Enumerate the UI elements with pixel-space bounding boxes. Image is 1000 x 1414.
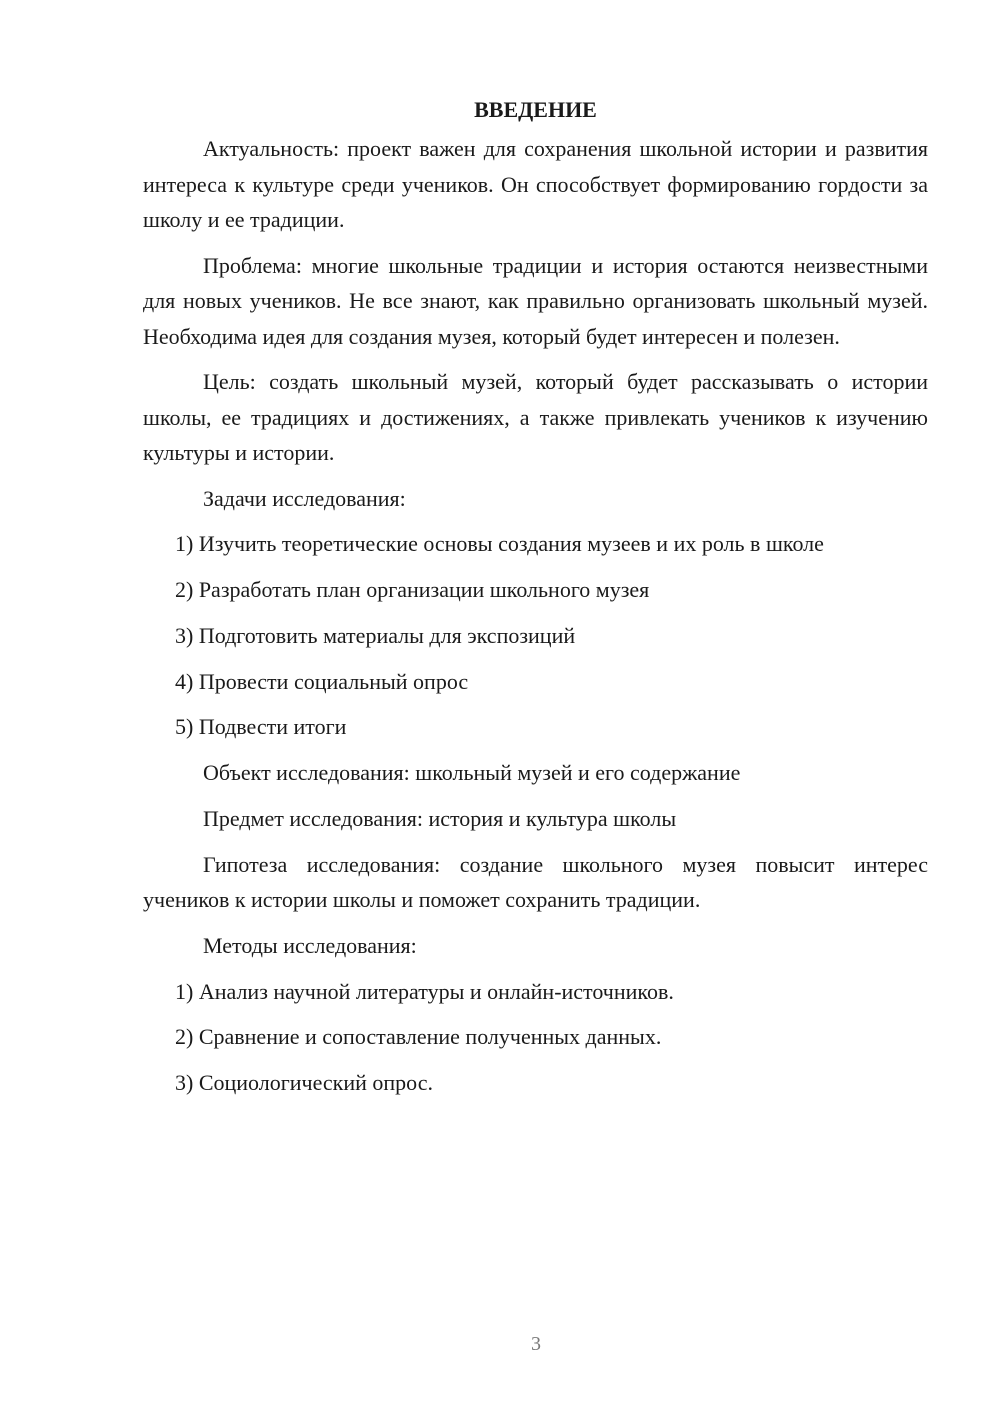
section-title: ВВЕДЕНИЕ — [474, 97, 597, 122]
page-number: 3 — [531, 1333, 541, 1355]
tasks-heading: Задачи исследования: — [203, 485, 406, 511]
task-item: 3) Подготовить материалы для экспозиций — [175, 622, 576, 648]
task-item: 1) Изучить теоретические основы создания музеев и их роль в школе — [175, 531, 824, 557]
method-item: 3) Социологический опрос. — [175, 1070, 433, 1096]
task-item: 5) Подвести итоги — [175, 714, 347, 740]
paragraph-relevance: Актуальность: проект важен для сохранения школьной истории и развития интереса к культуре среди учеников. Он способствует формированию гордости за школу и ее традиции. — [143, 136, 928, 232]
task-item: 2) Разработать план организации школьного музея — [175, 577, 650, 603]
paragraph-problem: Проблема: многие школьные традиции и история остаются неизвестными для новых учеников. Не все знают, как правильно организовать школьный музей. Необходима идея для создания музея, который будет интересен и полезен. — [143, 252, 928, 349]
research-object: Объект исследования: школьный музей и его содержание — [203, 760, 741, 786]
methods-heading: Методы исследования: — [203, 932, 417, 958]
task-item: 4) Провести социальный опрос — [175, 668, 469, 694]
paragraph-goal: Цель: создать школьный музей, который будет рассказывать о истории школы, ее традициях и достижениях, а также привлекать учеников к изучению культуры и истории. — [143, 369, 928, 465]
method-item: 2) Сравнение и сопоставление полученных данных. — [175, 1024, 662, 1050]
document-page — [143, 95, 928, 1111]
research-hypothesis: Гипотеза исследования: создание школьного музея повысит интерес учеников к истории школы и поможет сохранить традиции. — [143, 851, 928, 913]
method-item: 1) Анализ научной литературы и онлайн-источников. — [175, 978, 674, 1004]
research-subject: Предмет исследования: история и культура школы — [203, 806, 677, 832]
